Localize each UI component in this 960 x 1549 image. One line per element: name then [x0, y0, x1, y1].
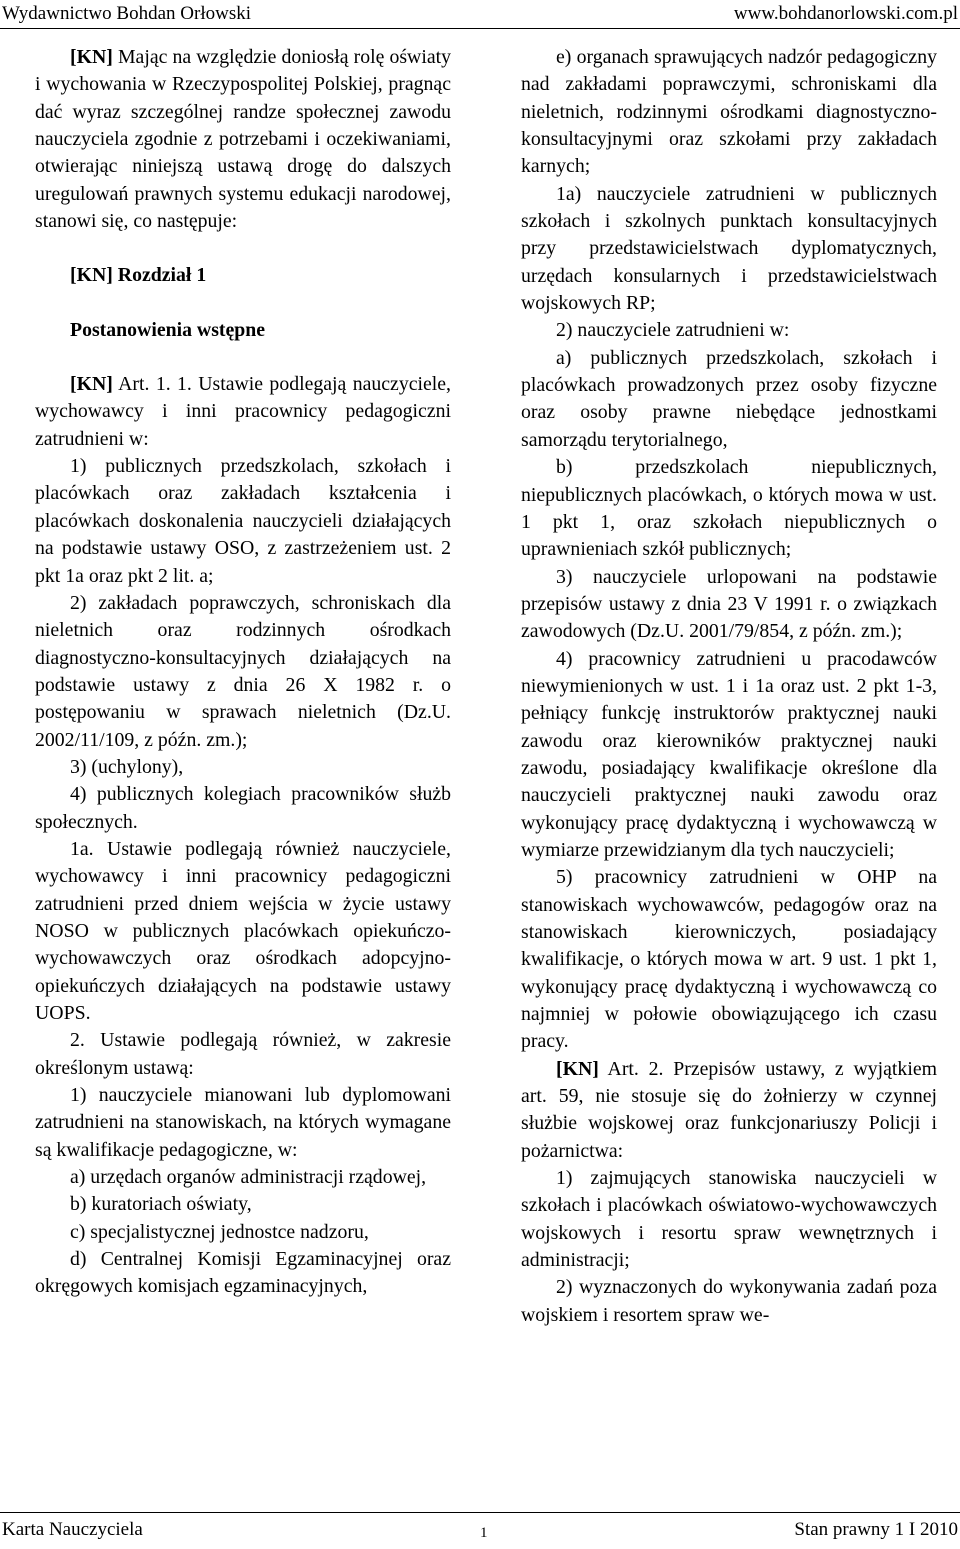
kn-tag: [KN] — [556, 1057, 599, 1080]
art1-item1: 1) publicznych przedszkolach, szkołach i placówkach oraz zakładach kształcenia i placówkach doskonalenia nauczycieli działających na podstawie ustawy OSO, z zastrzeżeniem ust. 2 pkt 1a oraz pkt 2 lit. a; — [35, 455, 451, 587]
art2-item1: 1) zajmujących stanowiska nauczycieli w szkołach i placówkach oświatowo-wychowawczych wojskowych i resortu spraw wewnętrznych i administracji; — [521, 1167, 937, 1272]
art1-par1 — [35, 371, 451, 453]
right-column — [521, 44, 937, 1329]
page-number: 1 — [480, 1525, 488, 1541]
item-2-b: b) przedszkolach niepublicznych, niepublicznych placówkach, o których mowa w ust. 1 pkt 1, oraz szkołach niepublicznych o uprawnieniach szkół publicznych; — [521, 456, 937, 561]
document-title: Karta Nauczyciela — [2, 1519, 143, 1540]
item-e: e) organach sprawujących nadzór pedagogiczny nad zakładami poprawczymi, schroniskami dla nieletnich, rodzinnymi ośrodkami diagnostyczno-konsultacyjnymi oraz szkołami przy zakładach karnych; — [521, 46, 937, 178]
left-column — [35, 44, 451, 1301]
item-2: 2) nauczyciele zatrudnieni w: — [556, 319, 790, 342]
art2-text: Art. 2. Przepisów ustawy, z wyjątkiem art. 59, nie stosuje się do żołnierzy w czynnej służbie wojskowej oraz funkcjonariuszy Policji i pożarnictwa: — [521, 1057, 937, 1162]
page-footer — [0, 1512, 960, 1547]
art1-2-c: c) specjalistycznej jednostce nadzoru, — [70, 1220, 369, 1243]
publisher-website: www.bohdanorlowski.com.pl — [733, 3, 958, 24]
art1-1a: 1a. Ustawie podlegają również nauczyciele, wychowawcy i inni pracownicy pedagogiczni zatrudnieni przed dniem wejścia w życie ustawy NOSO w publicznych placówkach opiekuńczo-wychowawczych oraz ośrodkach adopcyjno-opiekuńczych działających na podstawie ustawy UOPS. — [35, 837, 451, 1024]
kn-tag: [KN] — [70, 46, 113, 68]
art1-2: 2. Ustawie podlegają również, w zakresie określonym ustawą: — [35, 1029, 451, 1079]
art1-label: Art. 1. 1. — [118, 373, 192, 396]
art1-2-item1: 1) nauczyciele mianowani lub dyplomowani zatrudnieni na stanowiskach, na których wymagane są kwalifikacje pedagogiczne, w: — [35, 1084, 451, 1161]
art1-2-a: a) urzędach organów administracji rządowej, — [70, 1166, 427, 1189]
item-4: 4) pracownicy zatrudnieni u pracodawców niewymienionych w ust. 1 i 1a oraz ust. 2 pkt 1-3, pełniący funkcję instruktorów praktycznej nauki zawodu oraz kierowników praktycznej nauki zawodu, posiadający kwalifikacje określone dla nauczycieli praktycznej nauki zawodu oraz wykonujący pracę dydaktyczną i wychowawczą w wymiarze przewidzianym dla tych nauczycieli; — [521, 647, 937, 861]
item-2-a: a) publicznych przedszkolach, szkołach i placówkach prowadzonych przez osoby fizyczne oraz osoby prawne niebędące jednostkami samorządu terytorialnego, — [521, 346, 937, 451]
item-5: 5) pracownicy zatrudnieni w OHP na stanowiskach wychowawców, pedagogów oraz na stanowiskach kierowniczych, posiadający kwalifikacje, o których mowa w art. 9 ust. 1 pkt 1, wykonujący pracę dydaktyczną i wychowawczą co najmniej w połowie obowiązującego ich czasu pracy. — [521, 866, 937, 1053]
chapter-title: Postanowienia wstępne — [70, 318, 266, 341]
kn-tag: [KN] — [70, 373, 113, 396]
item-1a: 1a) nauczyciele zatrudnieni w publicznych szkołach i szkolnych punktach konsultacyjnych przy przedstawicielstwach dyplomatycznych, urzędach konsularnych i przedstawicielstwach wojskowych RP; — [521, 182, 937, 315]
page-header — [0, 0, 960, 29]
art2 — [521, 1056, 937, 1165]
art1-item2: 2) zakładach poprawczych, schroniskach dla nieletnich oraz rodzinnych ośrodkach diagnostyczno-konsultacyjnych działających na podstawie ustawy z dnia 26 X 1982 r. o postępowaniu w sprawach nieletnich (Dz.U. 2002/11/109, z późn. zm.); — [35, 591, 451, 751]
art1-item3: 3) (uchylony), — [70, 755, 184, 778]
art1-text: Ustawie podlegają nauczyciele, wychowawcy i inni pracownicy pedagogiczni zatrudnieni w: — [35, 373, 451, 450]
item-3: 3) nauczyciele urlopowani na podstawie przepisów ustawy z dnia 23 V 1991 r. o związkach zawodowych (Dz.U. 2001/79/854, z późn. zm.); — [521, 565, 937, 643]
publisher-name: Wydawnictwo Bohdan Orłowski — [2, 3, 251, 24]
art1-2-b: b) kuratoriach oświaty, — [70, 1193, 252, 1216]
preamble-text: Mając na względzie doniosłą rolę oświaty i wychowania w Rzeczypospolitej Polskiej, pragnąc dać wyraz szczególnej randze społecznej zawodu nauczyciela zgodnie z potrzebami i oczekiwaniami, otwierając niniejszą ustawą drogę do dalszych uregulowań prawnych systemu edukacji narodowej, stanowi się, co następuje: — [35, 46, 451, 233]
art1-item4: 4) publicznych kolegiach pracowników służb społecznych. — [35, 783, 451, 833]
preamble — [35, 44, 451, 235]
art2-item2: 2) wyznaczonych do wykonywania zadań poza wojskiem i resortem spraw we- — [521, 1276, 937, 1326]
legal-status: Stan prawny 1 I 2010 — [794, 1519, 958, 1540]
chapter-heading: [KN] Rozdział 1 — [70, 264, 207, 287]
art1-2-d: d) Centralnej Komisji Egzaminacyjnej oraz okręgowych komisjach egzaminacyjnych, — [35, 1248, 451, 1298]
